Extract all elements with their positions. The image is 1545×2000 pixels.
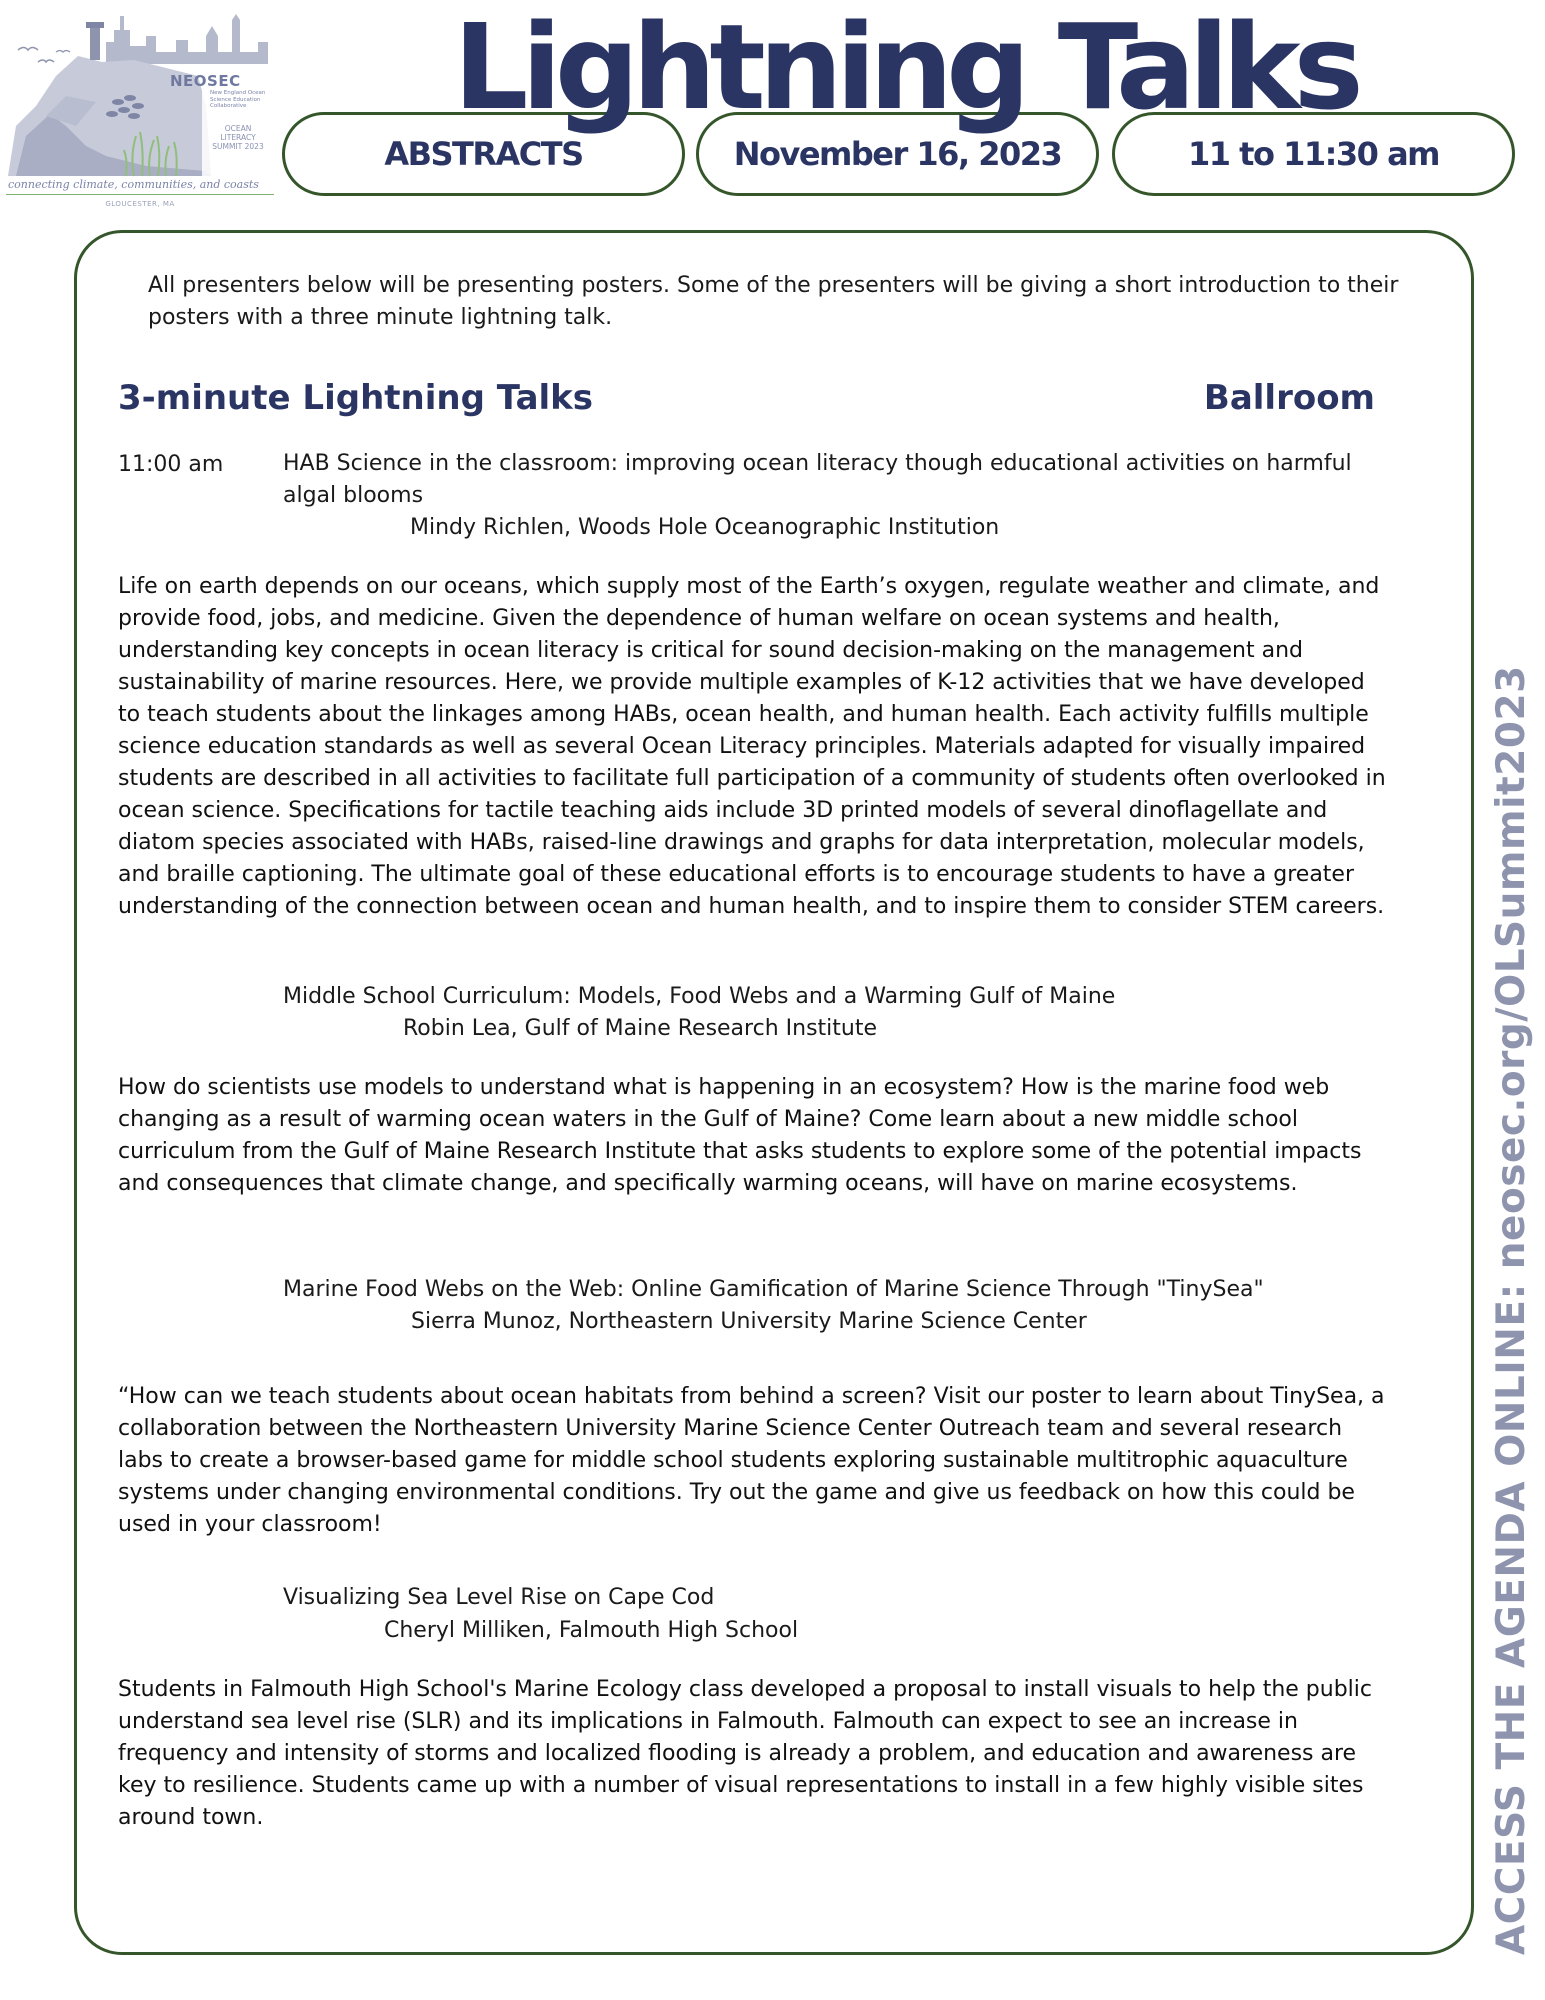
talk-abstract: “How can we teach students about ocean habitats from behind a screen? Visit our poster to learn about TinySea, a collaboration between the Northeastern University Marine Science Center Outreach team and several research labs to create a browser-based game for middle school students exploring sustainable multitrophic aquaculture systems under changing environmental conditions. Try out the game and give us feedback on how this could be used in your classroom! xyxy=(118,1384,1385,1537)
section-room: Ballroom xyxy=(1203,378,1375,418)
talk-title: Middle School Curriculum: Models, Food Webs and a Warming Gulf of Maine xyxy=(283,984,1116,1009)
talk-abstract: Life on earth depends on our oceans, which supply most of the Earth’s oxygen, regulate weather and climate, and provide food, jobs, and medicine. Given the dependence of human welfare on ocean systems and health, understanding key concepts in ocean literacy is critical for sound decision-making on the management and sustainability of marine resources. Here, we provide multiple examples of K-12 activities that we have developed to teach students about the linkages among HABs, ocean health, and human health. Each activity fulfills multiple science education standards as well as several Ocean Literacy principles. Materials adapted for visually impaired students are described in all activities to facilitate full participation of a community of students often overlooked in ocean science. Specifications for tactile teaching aids include 3D printed models of several dinoflagellate and diatom species associated with HABs, raised-line drawings and graphs for data interpretation, molecular models, and braille captioning. The ultimate goal of these educational efforts is to encourage students to have a greater understanding of the connection between ocean and human health, and to inspire them to consider STEM careers. xyxy=(118,574,1386,919)
talk-presenter: Cheryl Milliken, Falmouth High School xyxy=(384,1618,799,1643)
talk-title: Visualizing Sea Level Rise on Cape Cod xyxy=(283,1585,715,1610)
talk-time: 11:00 am xyxy=(118,452,224,477)
agenda-link-text: ACCESS THE AGENDA ONLINE: neosec.org/OLSummit2023 xyxy=(1489,665,1534,1955)
abstracts-badge: ABSTRACTS xyxy=(282,112,685,196)
logo-divider xyxy=(6,194,274,195)
section-title: 3-minute Lightning Talks xyxy=(118,378,594,418)
logo-location: GLOUCESTER, MA xyxy=(105,200,175,208)
time-badge: 11 to 11:30 am xyxy=(1112,112,1515,196)
intro-text: All presenters below will be presenting posters. Some of the presenters will be giving a short introduction to their posters with a three minute lightning talk. xyxy=(148,273,1399,330)
talk-title: Marine Food Webs on the Web: Online Gamification of Marine Science Through "TinySea" xyxy=(283,1277,1264,1302)
talk-presenter: Mindy Richlen, Woods Hole Oceanographic Institution xyxy=(410,515,1000,540)
talk-presenter: Sierra Munoz, Northeastern University Marine Science Center xyxy=(411,1309,1087,1334)
talk-abstract: How do scientists use models to understand what is happening in an ecosystem? How is the marine food web changing as a result of warming ocean waters in the Gulf of Maine? Come learn about a new middle school curriculum from the Gulf of Maine Research Institute that asks students to explore some of the potential impacts and consequences that climate change, and specifically warming oceans, will have on marine ecosystems. xyxy=(118,1075,1362,1196)
talk-presenter: Robin Lea, Gulf of Maine Research Institute xyxy=(403,1016,877,1041)
neosec-logo xyxy=(6,6,274,216)
date-badge: November 16, 2023 xyxy=(696,112,1099,196)
talk-abstract: Students in Falmouth High School's Marine Ecology class developed a proposal to install visuals to help the public understand sea level rise (SLR) and its implications in Falmouth. Falmouth can expect to see an increase in frequency and intensity of storms and localized flooding is already a problem, and education and awareness are key to resilience. Students came up with a number of visual representations to install in a few highly visible sites around town. xyxy=(118,1677,1372,1830)
logo-org-name: NEOSEC xyxy=(170,72,241,90)
page-title: Lightning Talks xyxy=(453,0,1357,136)
talk-title: HAB Science in the classroom: improving ocean literacy though educational activities on harmful algal blooms xyxy=(283,451,1352,508)
logo-tagline: connecting climate, communities, and coasts xyxy=(8,178,259,191)
logo-org-full: New England Ocean Science Education Collaborative xyxy=(210,90,266,109)
logo-summit-name: OCEAN LITERACY SUMMIT 2023 xyxy=(212,124,264,151)
